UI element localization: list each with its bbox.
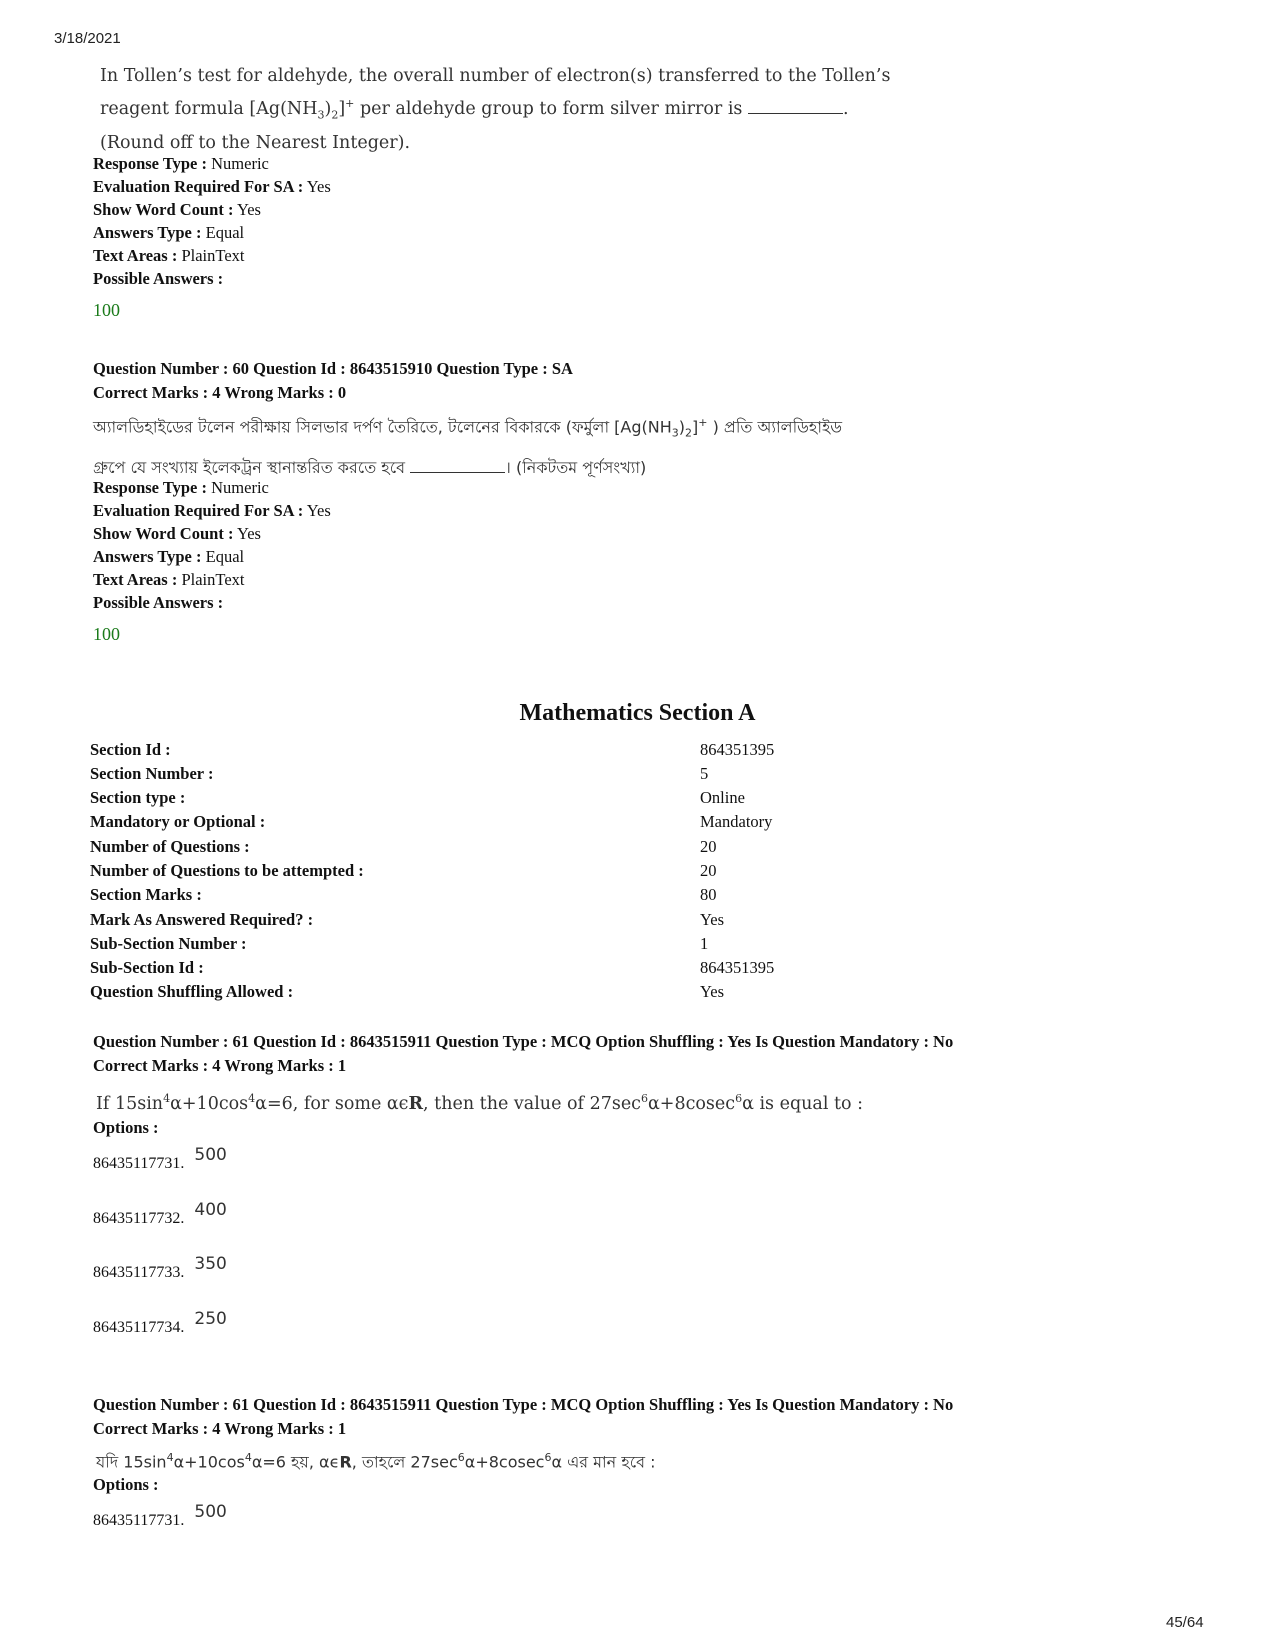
- q61-question-text: If $15\sin^4\alpha+10\cos^4\alpha=6$, for some αϵR, then the value of $27\sec^6\alpha+8cosec^6\alpha$ is equal to :: [96, 1092, 864, 1114]
- q60-question-text: অ্যালডিহাইডের টলেন পরীক্ষায় সিলভার দর্পণ তৈরিতে, টলেনের বিকারকে (ফর্মুলা $[Ag(NH_3)_2]^+$ ) প্রতি অ্যালডিহাইড গ্রুপে যে সংখ্যায় ইলেকট্রন স্থানান্তরিত করতে হবে । (নিকটতম পূর্ণসংখ্যা): [93, 416, 843, 477]
- answer-blank: [410, 456, 505, 473]
- q61-bn-question-text: যদি $15\sin^4\alpha+10\cos^4\alpha=6$ হয়, αϵR, তাহলে $27\sec^6\alpha+8cosec^6\alpha$ এর মান হবে :: [96, 1451, 656, 1472]
- section-title: Mathematics Section A: [519, 700, 756, 726]
- answer-blank: [748, 97, 843, 114]
- option-row[interactable]: 86435117734. 250: [93, 1309, 227, 1336]
- print-date: 3/18/2021: [54, 30, 121, 47]
- q61-header: Question Number : 61 Question Id : 8643515911 Question Type : MCQ Option Shuffling : Yes Is Question Mandatory : No Correct Marks : 4 Wrong Marks : 1: [93, 1032, 954, 1075]
- q60-answer: 100: [93, 624, 120, 644]
- q59-question-text: In Tollen’s test for aldehyde, the overall number of electron(s) transferred to the Tollen’s reagent formula $[Ag(NH_3)_2]^+$ per aldehyde group to form silver mirror is . (Round off to the Nearest Integer).: [100, 66, 891, 154]
- q59-answer: 100: [93, 300, 120, 320]
- option-row[interactable]: 86435117732. 400: [93, 1200, 227, 1227]
- q61-options-label: Options :: [93, 1118, 159, 1137]
- q59-details: Response Type : Numeric Evaluation Required For SA : Yes Show Word Count : Yes Answers Type : Equal Text Areas : PlainText Possible Answers :: [93, 154, 331, 288]
- q61-bn-options-label: Options :: [93, 1475, 159, 1494]
- page-number: 45/64: [1166, 1614, 1204, 1631]
- option-row[interactable]: 86435117731. 500: [93, 1145, 227, 1172]
- option-row[interactable]: 86435117733. 350: [93, 1254, 227, 1281]
- option-row[interactable]: 86435117731. 500: [93, 1502, 227, 1529]
- q61-bn-header: Question Number : 61 Question Id : 8643515911 Question Type : MCQ Option Shuffling : Yes Is Question Mandatory : No Correct Marks : 4 Wrong Marks : 1: [93, 1395, 954, 1438]
- q60-details: Response Type : Numeric Evaluation Required For SA : Yes Show Word Count : Yes Answers Type : Equal Text Areas : PlainText Possible Answers :: [93, 478, 331, 612]
- q60-header: Question Number : 60 Question Id : 8643515910 Question Type : SA Correct Marks : 4 Wrong Marks : 0: [93, 359, 573, 402]
